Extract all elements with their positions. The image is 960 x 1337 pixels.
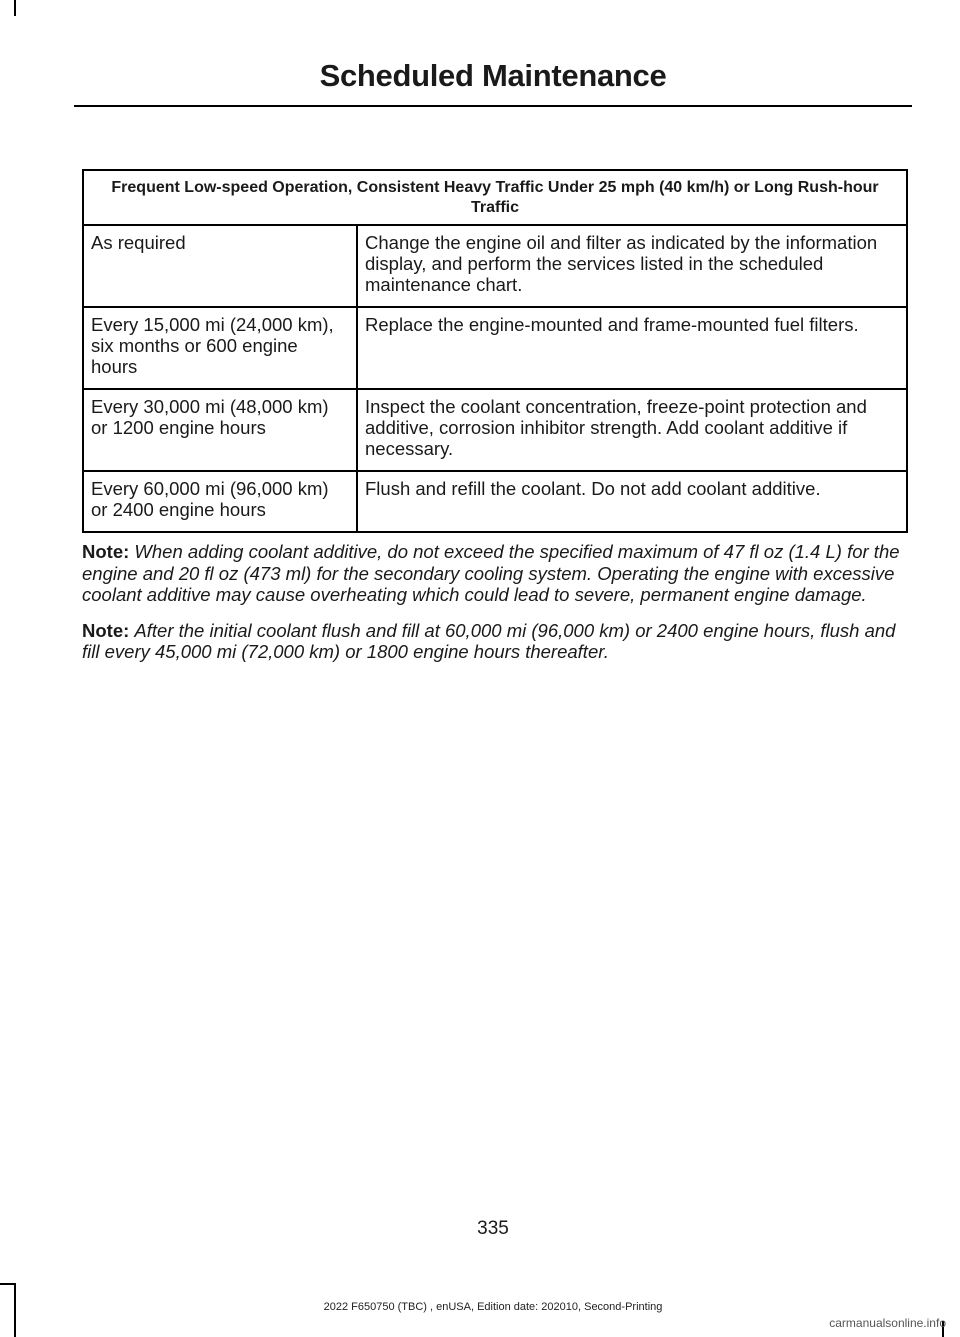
table-heading: Frequent Low-speed Operation, Consistent Heavy Traffic Under 25 mph (40 km/h) or Long Rush-hour Traffic <box>83 170 907 225</box>
interval-cell: As required <box>83 225 357 307</box>
page-title: Scheduled Maintenance <box>319 58 667 93</box>
table-header-row <box>83 170 907 225</box>
interval-cell: Every 60,000 mi (96,000 km) or 2400 engine hours <box>83 471 357 532</box>
maintenance-table <box>82 169 908 533</box>
interval-cell: Every 30,000 mi (48,000 km) or 1200 engine hours <box>83 389 357 471</box>
watermark: carmanualsonline.info <box>829 1316 946 1330</box>
title-divider <box>74 105 912 107</box>
note-label: Note: <box>82 619 130 641</box>
interval-cell: Every 15,000 mi (24,000 km), six months or 600 engine hours <box>83 307 357 389</box>
note-coolant-additive <box>82 541 912 606</box>
crop-mark-top-left <box>14 0 16 16</box>
crop-mark-bottom-left-h <box>0 1283 16 1285</box>
note-text: After the initial coolant flush and fill at 60,000 mi (96,000 km) or 2400 engine hours, flush and fill every 45,000 mi (72,000 km) or 1800 engine hours thereafter. <box>82 619 896 662</box>
note-coolant-flush <box>82 620 912 663</box>
action-cell: Change the engine oil and filter as indicated by the information display, and perform the services listed in the scheduled maintenance chart. <box>357 225 907 307</box>
table-row <box>83 471 907 532</box>
table-row <box>83 225 907 307</box>
notes-section <box>82 541 912 677</box>
table-row <box>83 389 907 471</box>
table-row <box>83 307 907 389</box>
action-cell: Inspect the coolant concentration, freeze-point protection and additive, corrosion inhibitor strength. Add coolant additive if necessary. <box>357 389 907 471</box>
page-number: 335 <box>477 1218 509 1239</box>
note-label: Note: <box>82 541 130 562</box>
action-cell: Flush and refill the coolant. Do not add coolant additive. <box>357 471 907 532</box>
action-cell: Replace the engine-mounted and frame-mounted fuel filters. <box>357 307 907 389</box>
note-text: When adding coolant additive, do not exceed the specified maximum of 47 fl oz (1.4 L) for the engine and 20 fl oz (473 ml) for the secondary cooling system. Operating the engine with excessive coolant additive may cause overheating which could lead to severe, permanent engine damage. <box>82 541 900 605</box>
edition-footer: 2022 F650750 (TBC) , enUSA, Edition date: 202010, Second-Printing <box>323 1301 663 1313</box>
